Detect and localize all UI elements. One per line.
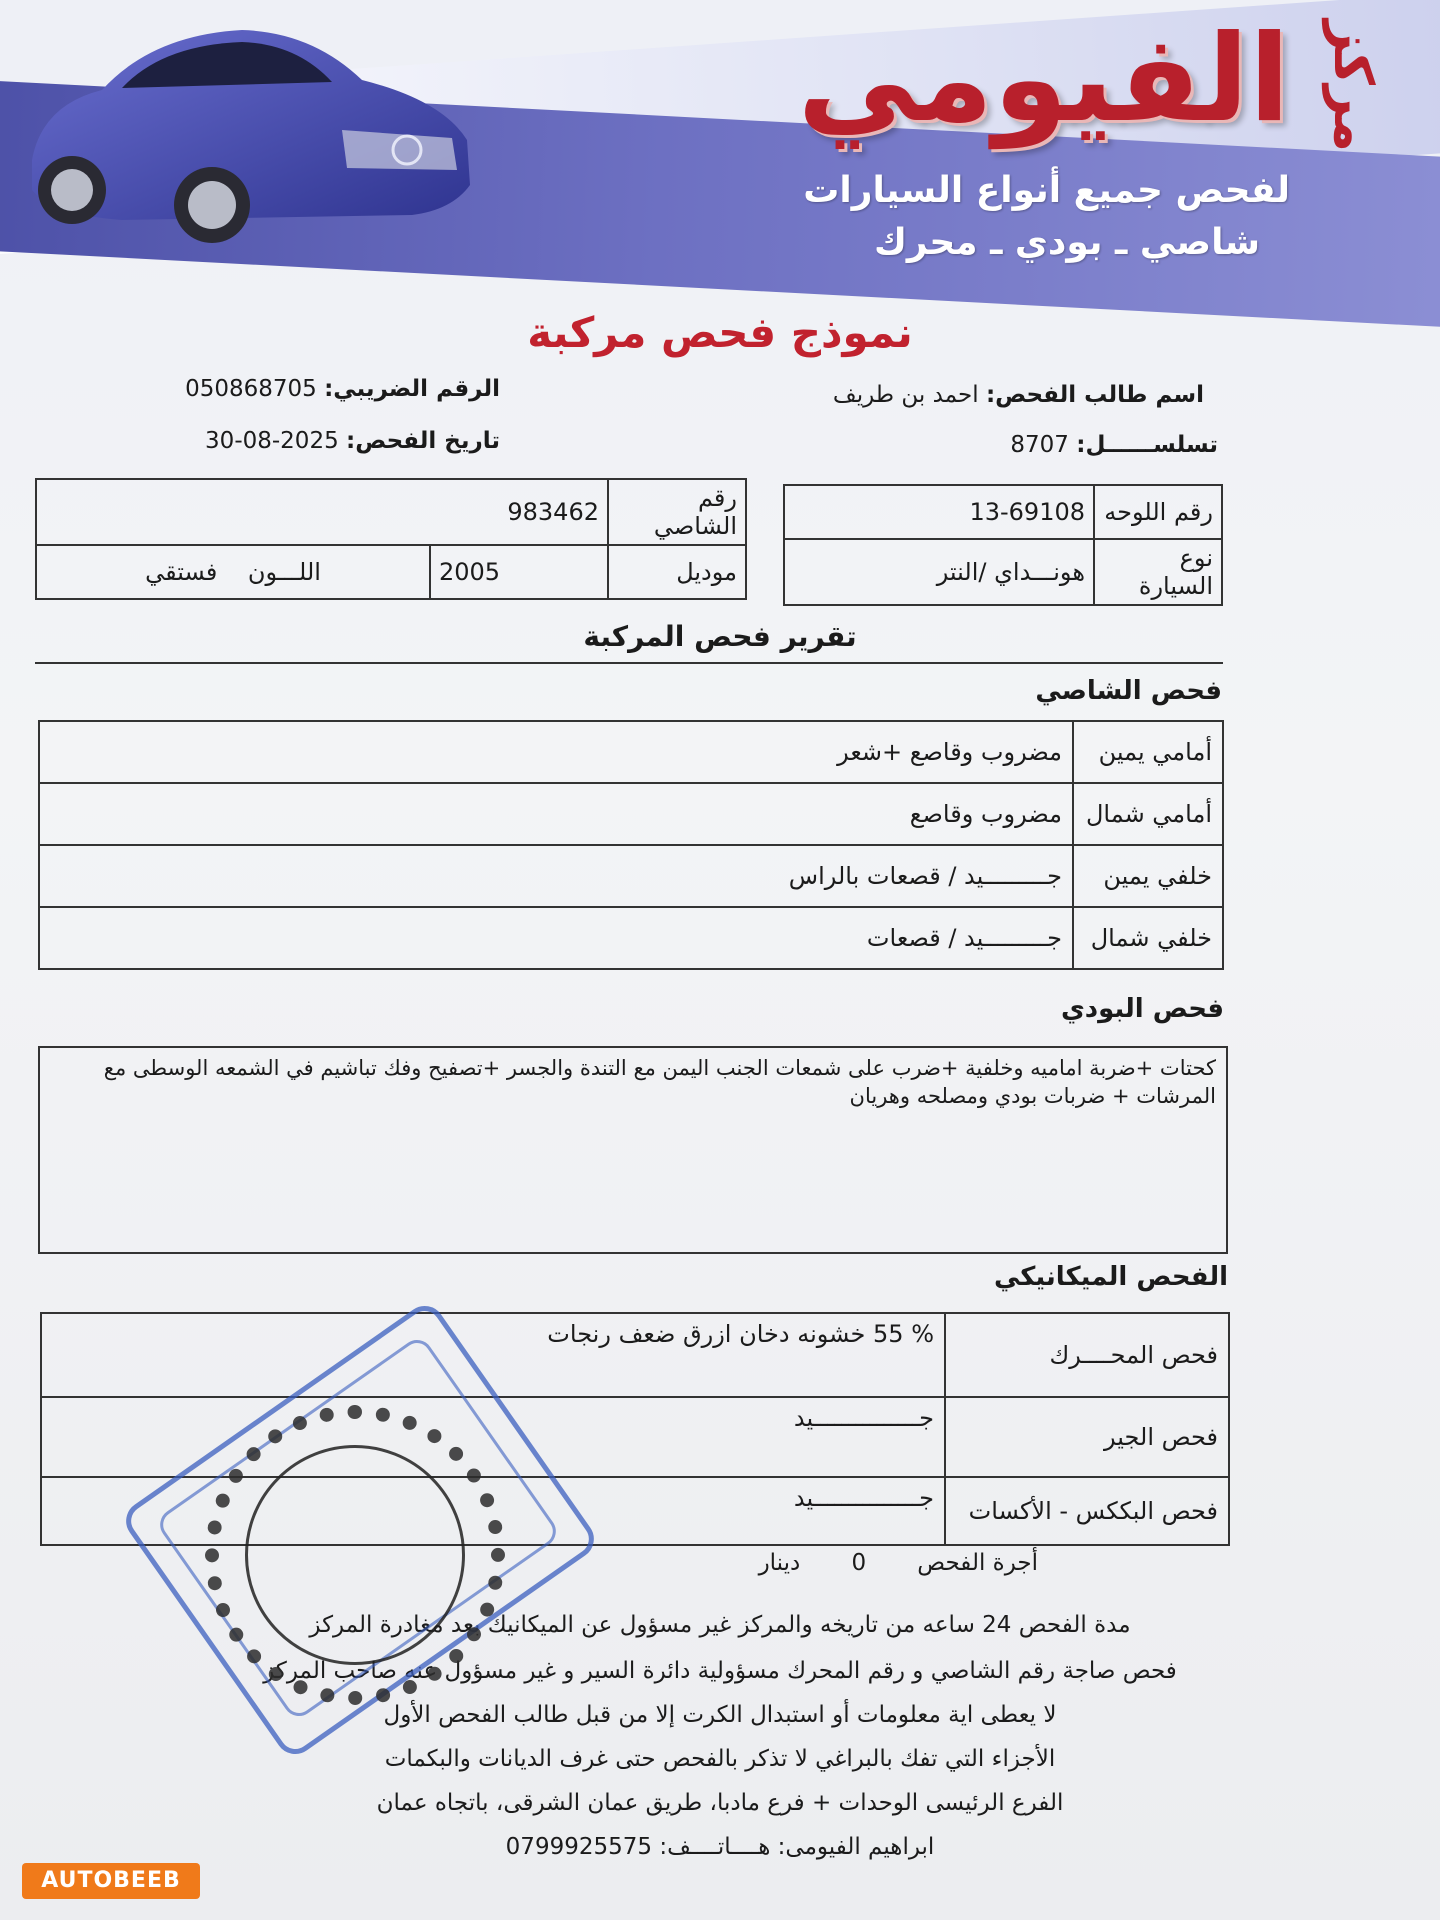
type-value: هونـــداي /النتر (784, 539, 1094, 605)
date-label: تاريخ الفحص: (346, 428, 500, 454)
brand-name: الفيومي (797, 10, 1290, 149)
fee-field (759, 1550, 1038, 1576)
form-title: نموذج فحص مركبة (527, 308, 913, 357)
contact-name: ابراهيم الفيومى: (777, 1834, 935, 1860)
mechanical-section-title: الفحص الميكانيكي (993, 1262, 1228, 1292)
tax-label: الرقم الضريبي: (324, 376, 500, 402)
body-notes-box (38, 1046, 1228, 1254)
round-seal-stamp (205, 1405, 505, 1705)
body-section-title: فحص البودي (1060, 994, 1224, 1024)
chassis-row-label: أمامي يمين (1073, 721, 1223, 783)
chassis-row-value: مضروب وقاصع (39, 783, 1073, 845)
contact-phone-label: هــــاتــــف: (659, 1834, 771, 1860)
note-line: مدة الفحص 24 ساعه من تاريخه والمركز غير مسؤول عن الميكانيك بعد مغادرة المركز (309, 1612, 1131, 1638)
plate-label: رقم اللوحه (1094, 485, 1222, 539)
note-line: فحص صاجة رقم الشاصي و رقم المحرك مسؤولية دائرة السير و غير مسؤول عنه صاحب المركز (263, 1658, 1177, 1684)
note-line: الأجزاء التي تفك بالبراغي لا تذكر بالفحص حتى غرف الديانات والبكمات (384, 1746, 1056, 1772)
chassis-section-title: فحص الشاصي (1035, 676, 1222, 706)
header-tagline: لفحص جميع أنواع السيارات (803, 170, 1290, 211)
header (0, 0, 1440, 340)
chassis-value: 983462 (36, 479, 608, 545)
note-line: الفرع الرئيسى الوحدات + فرع مادبا، طريق عمان الشرقى، باتجاه عمان (376, 1790, 1064, 1816)
model-value: 2005 (430, 545, 608, 599)
mechanical-row-label: فحص الجير (945, 1397, 1229, 1477)
date-field (205, 428, 500, 454)
chassis-row-label: خلفي يمين (1073, 845, 1223, 907)
model-label: موديل (608, 545, 746, 599)
mechanical-row-value: جـــــــــــــــيد (41, 1397, 945, 1477)
chassis-row-value: مضروب وقاصع +شعر (39, 721, 1073, 783)
applicant-label: اسم طالب الفحص: (985, 382, 1204, 408)
contact-line (0, 1834, 1440, 1860)
tax-field (185, 376, 500, 402)
plate-value: 13-69108 (784, 485, 1094, 539)
color-cell (36, 545, 430, 599)
report-title-rule (35, 662, 1223, 664)
color-label: اللـــون (247, 558, 321, 586)
color-value: فستقي (145, 558, 218, 586)
applicant-value: احمد بن طريف (832, 382, 979, 408)
fee-value: 0 (851, 1550, 867, 1576)
fee-currency: دينار (758, 1550, 801, 1576)
serial-label: تسلســــــل: (1076, 432, 1218, 458)
serial-value: 8707 (1010, 432, 1069, 458)
note-line: لا يعطى اية معلومات أو استبدال الكرت إلا من قبل طالب الفحص الأول (383, 1702, 1057, 1728)
header-subtagline: شاصي ـ بودي ـ محرك (873, 222, 1260, 263)
chassis-row-label: خلفي شمال (1073, 907, 1223, 969)
serial-field (1010, 432, 1218, 458)
mechanical-row-value: % 55 خشونه دخان ازرق ضعف رنجات (41, 1313, 945, 1397)
chassis-row-value: جـــــــــيد / قصعات (39, 907, 1073, 969)
brand-prefix: مركز (1322, 20, 1385, 153)
applicant-field (833, 382, 1204, 408)
contact-phone: 0799925575 (505, 1834, 653, 1860)
chassis-row-value: جـــــــــيد / قصعات بالراس (39, 845, 1073, 907)
vehicle-chassis-model-table (35, 478, 747, 600)
autobeeb-logo: AUTOBEEB (22, 1863, 200, 1899)
mechanical-row-value: جـــــــــــــــيد (41, 1477, 945, 1545)
vehicle-plate-type-table (783, 484, 1223, 606)
chassis-label: رقم الشاصي (608, 479, 746, 545)
date-value: 30-08-2025 (205, 428, 339, 454)
chassis-row-label: أمامي شمال (1073, 783, 1223, 845)
tax-value: 050868705 (185, 376, 317, 402)
mechanical-row-label: فحص المحــــرك (945, 1313, 1229, 1397)
car-illustration (12, 10, 482, 260)
fee-label: أجرة الفحص (917, 1550, 1038, 1576)
body-notes-text: كحتات +ضربة اماميه وخلفية +ضرب على شمعات الجنب اليمن مع التندة والجسر +تصفيح وفك تباشيم في الشمعه الوسطى مع المرشات + ضربات بودي ومصلحه وهريان (103, 1056, 1216, 1109)
chassis-table (38, 720, 1224, 970)
mechanical-row-label: فحص البككس - الأكسات (945, 1477, 1229, 1545)
type-label: نوع السيارة (1094, 539, 1222, 605)
report-title: تقرير فحص المركبة (583, 620, 857, 653)
